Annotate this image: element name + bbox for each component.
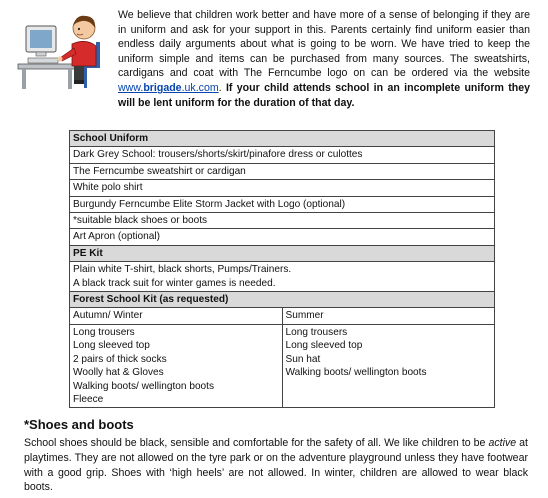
pe-kit-line: A black track suit for winter games is needed. [73, 277, 276, 289]
forest-school-heading: Forest School Kit (as requested) [70, 292, 495, 308]
uniform-table [69, 130, 495, 408]
list-item: Woolly hat & Gloves [73, 367, 164, 379]
pe-kit-line: Plain white T-shirt, black shorts, Pumps/Trainers. [73, 264, 292, 276]
list-item: 2 pairs of thick socks [73, 353, 167, 365]
active-emphasis: active [488, 437, 517, 449]
list-item: Long trousers [73, 326, 135, 338]
table-row: The Ferncumbe sweatshirt or cardigan [70, 163, 495, 179]
incomplete-uniform-notice: If your child attends school in an incomplete uniform they will be lent uniform for the duration of that day. [118, 81, 530, 109]
table-row: Burgundy Ferncumbe Elite Storm Jacket with Logo (optional) [70, 196, 495, 212]
list-item: Long sleeved top [73, 340, 150, 352]
child-at-computer-icon [16, 6, 112, 92]
list-item: Walking boots/ wellington boots [73, 380, 215, 392]
table-row: White polo shirt [70, 180, 495, 196]
shoes-and-boots-paragraph: School shoes should be black, sensible and comfortable for the safety of all. We like children to be active at playtimes. They are not allowed on the tyre park or on the adventure playground unless they have footwear with a good grip. Shoes with ‘high heels’ are not allowed. In winter, children are allowed to wear black boots. [24, 437, 529, 494]
summer-title: Summer [282, 308, 495, 324]
list-item: Sun hat [285, 353, 321, 365]
list-item: Walking boots/ wellington boots [285, 367, 427, 379]
list-item: Fleece [73, 393, 104, 405]
brigade-website-link[interactable]: www.brigade.uk.com [118, 81, 219, 94]
table-row: Dark Grey School: trousers/shorts/skirt/pinafore dress or culottes [70, 147, 495, 163]
table-row: *suitable black shoes or boots [70, 213, 495, 229]
intro-text: We believe that children work better and have more of a sense of belonging if they are in uniform and ask for your support in this. Parents certainly find uniform easier than endless daily arguments about what is going to be worn. We have tried to keep the uniform simple and items can be purchased from many sources. The sweatshirts, cardigans and coat with The Ferncumbe logo on can be ordered via the website [118, 9, 530, 80]
list-item: Long sleeved top [285, 340, 363, 352]
autumn-winter-title: Autumn/ Winter [70, 308, 283, 324]
summer-list [282, 324, 495, 407]
list-item: Long trousers [285, 326, 348, 338]
table-row: Art Apron (optional) [70, 229, 495, 245]
school-uniform-heading: School Uniform [70, 131, 495, 147]
shoes-and-boots-heading: *Shoes and boots [24, 417, 134, 432]
autumn-winter-list [70, 324, 283, 407]
pe-kit-cell [70, 262, 495, 292]
pe-kit-heading: PE Kit [70, 245, 495, 261]
intro-paragraph: We believe that children work better and have more of a sense of belonging if they are in uniform and ask for your support in this. Parents certainly find uniform easier than endless daily arguments about what is going to be worn. We have tried to keep the uniform simple and items can be purchased from many sources. The sweatshirts, cardigans and coat with The Ferncumbe logo on can be ordered via the website www.brigade.uk.com. If your child attends school in an incomplete uniform they will be lent uniform for the duration of that day. [118, 9, 530, 109]
